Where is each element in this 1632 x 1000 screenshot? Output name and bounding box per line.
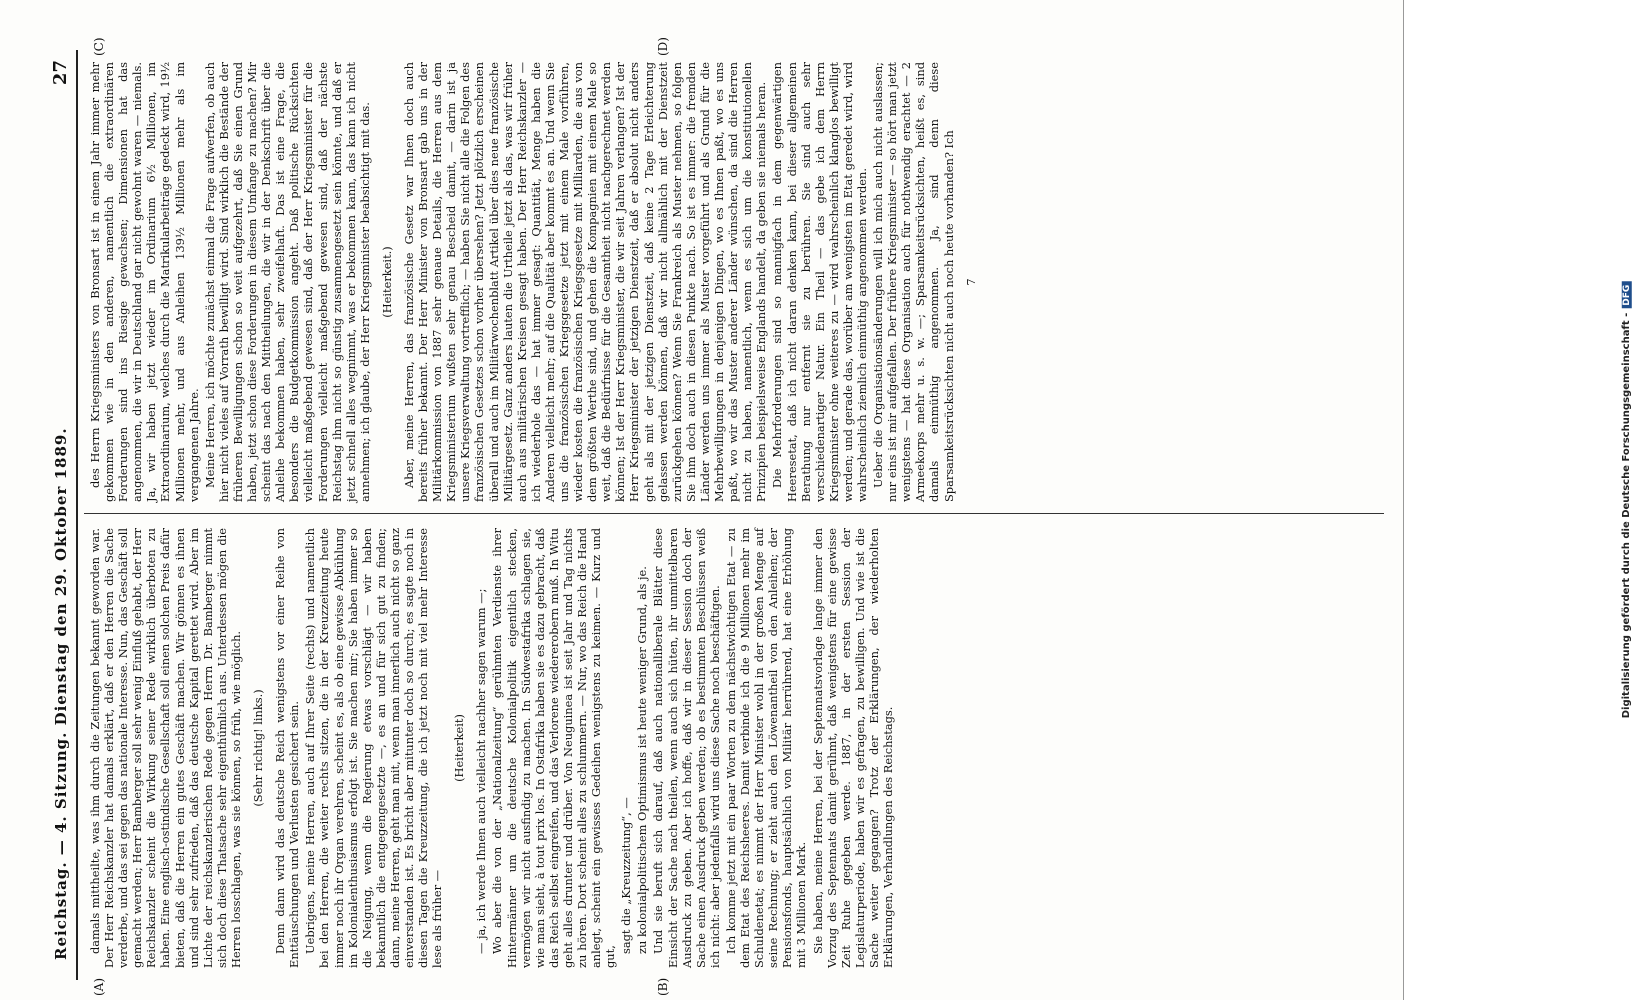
paragraph: Meine Herren, ich möchte zunächst einmal die Frage aufwerfen, ob auch hier nicht vieles auf Vorrath bewilligt wird. Sind wirklich die Bestände der früheren Bewilligungen schon so weit aufgezehrt, daß Sie einen Grund haben, jetzt schon diese Forderungen in diesem Umfange zu machen? Mir scheint das nach den Mittheilungen, die wir in der Denkschrift über die Anleihe bekommen haben, sehr zweifelhaft. Das ist eine Frage, die besonders die Budgetkommission angeht. Daß politische Rücksichten vielleicht maßgebend gewesen sind, daß der Herr Kriegsminister für die Forderungen vielleicht maßgebend gewesen sind, daß der nächste Reichstag ihm nicht so günstig zusammengesetzt sein könnte, und daß er jetzt schnell alles wegnimmt, was er bekommen kann, das kann ich nicht annehmen; ich glaube, der Herr Kriegsminister beabsichtigt mit das. [202, 62, 372, 502]
header-rule [76, 50, 78, 980]
paragraph: des Herrn Kriegsministers von Bronsart ist in einem Jahr immer mehr gekommen wie in den anderen, namentlich die extraordinären Forderungen sind ins Riesige gewachsen; Dimensionen hat das angenommen, die wir in Deutschland gar nicht gewohnt waren — niemals. Ja, wir haben jetzt wieder im Ordinarium 6½ Millionen, im Extraordinarium, welches durch die Matrikularbeiträge gedeckt wird, 19½ Millionen mehr, und aus Anleihen 139½ Millionen mehr als im vergangenen Jahre. [88, 62, 201, 502]
paragraph: Ich komme jetzt mit ein paar Worten zu dem nächstwichtigen Etat — zu dem Etat des Reichsheeres. Damit verbinde ich die 9 Millionen mehr im Schuldenetat; es nimmt der Herr Minister wohl in der großen Menge auf seine Rechnung; er zieht auch den Löwenantheil von den Anleihen; der Pensionsfonds, hauptsächlich von Militär herrührend, hat eine Erhöhung mit 3 Millionen Mark. [723, 528, 809, 968]
paragraph: sagt die „Kreuzzeitung“, — [619, 797, 634, 954]
digitization-credit [1621, 282, 1632, 719]
paragraph: Aber, meine Herren, das französische Gesetz war Ihnen doch auch bereits früher bekannt. Der Herr Minister von Bronsart gab uns in der Militärkommission von 1887 sehr genaue Details, die Herren aus dem Kriegsministerium wußten sehr genau Bescheid damit, — darin ist ja unsere Kriegsverwaltung vortrefflich; — haben Sie nicht alle die Folgen des französischen Gesetzes schon vorher übersehen? Jetzt plötzlich erscheinen überall und auch im Militärwochenblatt Artikel über dies neue französische Militärgesetz. Ganz anders lauten die Urtheile jetzt als das, was wir früher auch aus militärischen Kreisen gesagt haben. Der Herr Reichskanzler — ich wiederhole das — hat immer gesagt: Quantität, Menge haben die Anderen vielleicht mehr; auf die Qualität aber kommt es an. Und wenn Sie uns die französischen Kriegsgesetze jetzt mit einem Male vorführen, wieder kosten die französischen Kriegsgesetze mit Milliarden, die aus von dem größten Werthe sind, und gehen die Kompagnien mit einem Male so weit, daß die Bedürfnisse für die Gesamtheit nicht nachgerechnet werden können; Ist der Herr Kriegsminister, die wir seit Jahren verlangen? Ist der Herr Kriegsminister der jetzigen Dienstzeit, daß er absolut nicht anders geht als mit der jetzigen Dienstzeit, daß keine 2 Tage Erleichterung gelassen werden können, daß wir nicht allmählich mit der Dienstzeit zurückgehen können? Wenn Sie Frankreich als Muster nehmen, so folgen Sie ihm doch auch in diesen Punkte nach. So ist es immer: die fremden Länder werden uns immer als Muster vorgeführt und als Grund für die Mehrbewilligungen in denjenigen Dingen, wo es Ihnen paßt, wo es uns paßt, wo wir das Muster anderer Länder wünschen, da sind die Herren nicht zu haben, namentlich, wenn es sich um die konstitutionellen Prinzipien beispielsweise Englands handelt, da geben sie niemals heran. [401, 62, 769, 502]
paragraph: Wo aber die von der „Nationalzeitung“ gerühmten Verdienste ihrer Hintermänner um die deutsche Kolonialpolitik eigentlich stecken, vermögen wir nicht ausfindig zu machen. In Südwestafrika schlagen sie, wie man sieht, à tout prix los. In Ostafrika haben sie es dazu gebracht, daß das Reich selbst eingreifen, und das Verlorene wiedererobern muß. In Witu geht alles drunter und drüber. Von Neuguinea ist seit Jahr und Tag nichts zu hören. Dort scheint alles zu schlummern. — Nur, wo das Reich die Hand anlegt, scheint ein gewisses Gedeihen wenigstens zu keimen. — Kurz und gut, [490, 528, 618, 968]
paragraph: Sie haben, meine Herren, bei der Septennatsvorlage lange immer den Vorzug des Septennats damit gerühmt, daß wenigstens für eine gewisse Zeit Ruhe gegeben werde. 1887, in der ersten Session der Legislaturperiode, haben wir es gefragen, zu bewilligen. Und wie ist die Sache weiter gegangen? Trotz der Erklärungen, der wiederholten Erklärungen, Verhandlungen des Reichstags. [810, 528, 895, 968]
paragraph: Ueber die Organisationsänderungen will ich mich auch nicht auslassen; nur eins ist mir aufgefallen. Der frühere Kriegsminister — so hört man jetzt wenigstens — hat diese Organisation auch für nothwendig erachtet — 2 Armeekorps mehr u. s. w. —; Sparsamkeitsrücksichten, heißt es, sind damals einmüthig angenommen. Ja, sind denn diese Sparsamkeitsrücksichten nicht auch noch heute vorhanden? Ich [871, 62, 956, 502]
paragraph: damals mittheilte, was ihm durch die Zeitungen bekannt geworden war. Der Herr Reichskanzler hat damals erklärt, daß er den Herren die Sache verderbe, und das sei gegen das nationale Interesse. Nun, das Geschäft soll gemacht werden; Herr Bamberger soll sehr wenig Einfluß gehabt, der Herr Reichskanzler scheint die Wirkung seiner Rede wirklich überboten zu haben. Eine englisch-ostindische Gesellschaft soll einen solchen Preis dafür bieten, daß die Herren ein gutes Geschäft machen. Wir gönnen es ihnen und sind sehr zufrieden, daß das deutsche Kapital gerettet wird. Aber im Lichte der reichskanzlerischen Rede gegen Herrn Dr. Bamberger nimmt sich doch diese Thatsache sehr eigenthümlich aus. Unterdessen mögen die Herren losschlagen, was sie können, so früh, wie möglich. [88, 528, 243, 968]
margin-mark-d: (D) [656, 37, 670, 56]
right-column [88, 62, 986, 502]
paragraph: zu kolonialpolitischem Optimismus ist heute weniger Grund, als je. [635, 566, 650, 954]
page-number: 27 [50, 60, 71, 86]
paragraph: Und sie beruft sich darauf, daß auch nationalliberale Blätter diese Einsicht der Sache nach theilen, wenn auch sich hüten, ihr unmittelbaren Ausdruck zu geben. Aber ich hoffe, daß wir in dieser Session doch der Sache einen Ausdruck geben werden; ob es bestimmten Beschlüssen weiß ich nicht: aber jedenfalls wird uns diese Sache noch beschäftigen. [651, 528, 722, 968]
interjection: (Heiterkeit.) [379, 246, 394, 318]
margin-mark-a: (A) [92, 977, 106, 996]
credit-text: Digitalisierung gefördert durch die Deutsche Forschungsgemeinschaft - [1620, 312, 1632, 719]
margin-mark-b: (B) [656, 977, 670, 996]
dfg-logo: DFG [1622, 282, 1632, 309]
paragraph: — ja, ich werde Ihnen auch vielleicht nachher sagen warum —; [474, 588, 489, 954]
margin-mark-c: (C) [92, 37, 106, 56]
column-divider [84, 513, 1384, 514]
digitization-sidebar [1403, 0, 1632, 1000]
left-column [88, 528, 897, 968]
paragraph: Die Mehrforderungen sind so mannigfach in dem gegenwärtigen Heeresetat, daß ich nicht daran denken kann, bei dieser allgemeinen Berathung nur entfernt sie zu berühren. Sie sind auch sehr verschiedenartiger Natur. Ein Theil — das gebe ich dem Herrn Kriegsminister ohne weiteres zu — wird wahrscheinlich klanglos bewilligt werden; und gerade das, worüber am wenigsten im Etat geredet wird, wird wahrscheinlich ziemlich einmüthig angenommen werden. [770, 62, 869, 502]
paragraph: Uebrigens, meine Herren, auch auf Ihrer Seite (rechts) und namentlich bei den Herren, die weiter rechts sitzen, die in der Kreuzzeitung heute immer noch ihr Organ verehren, scheint es, als ob eine gewisse Abkühlung im Kolonialenthusiasmus erfolgt ist. Sie machen mir; Sie haben immer so die Neigung, wenn die Regierung etwas vorschlägt — wir haben bekanntlich die entgegengesetzte —, es an und für sich gut zu finden; dann, meine Herren, geht man mit, wenn man innerlich auch nicht so ganz einverstanden ist. Es bricht aber mitunter doch so durch; es sagte noch in diesen Tagen die Kreuzzeitung, die ich jetzt noch mit viel mehr Interesse lese als früher — [303, 528, 445, 968]
page-header [46, 20, 80, 980]
interjection: (Sehr richtig! links.) [251, 689, 266, 807]
paragraph: Denn dann wird das deutsche Reich wenigstens vor einer Reihe von Enttäuschungen und Verlusten gesichert sein. [273, 528, 302, 968]
rotated-page-content [16, 20, 1416, 996]
interjection: 7 [963, 278, 978, 286]
running-head: Reichstag. — 4. Sitzung. Dienstag den 29. Oktober 1889. [52, 427, 70, 960]
interjection: (Heiterkeit) [452, 714, 467, 782]
